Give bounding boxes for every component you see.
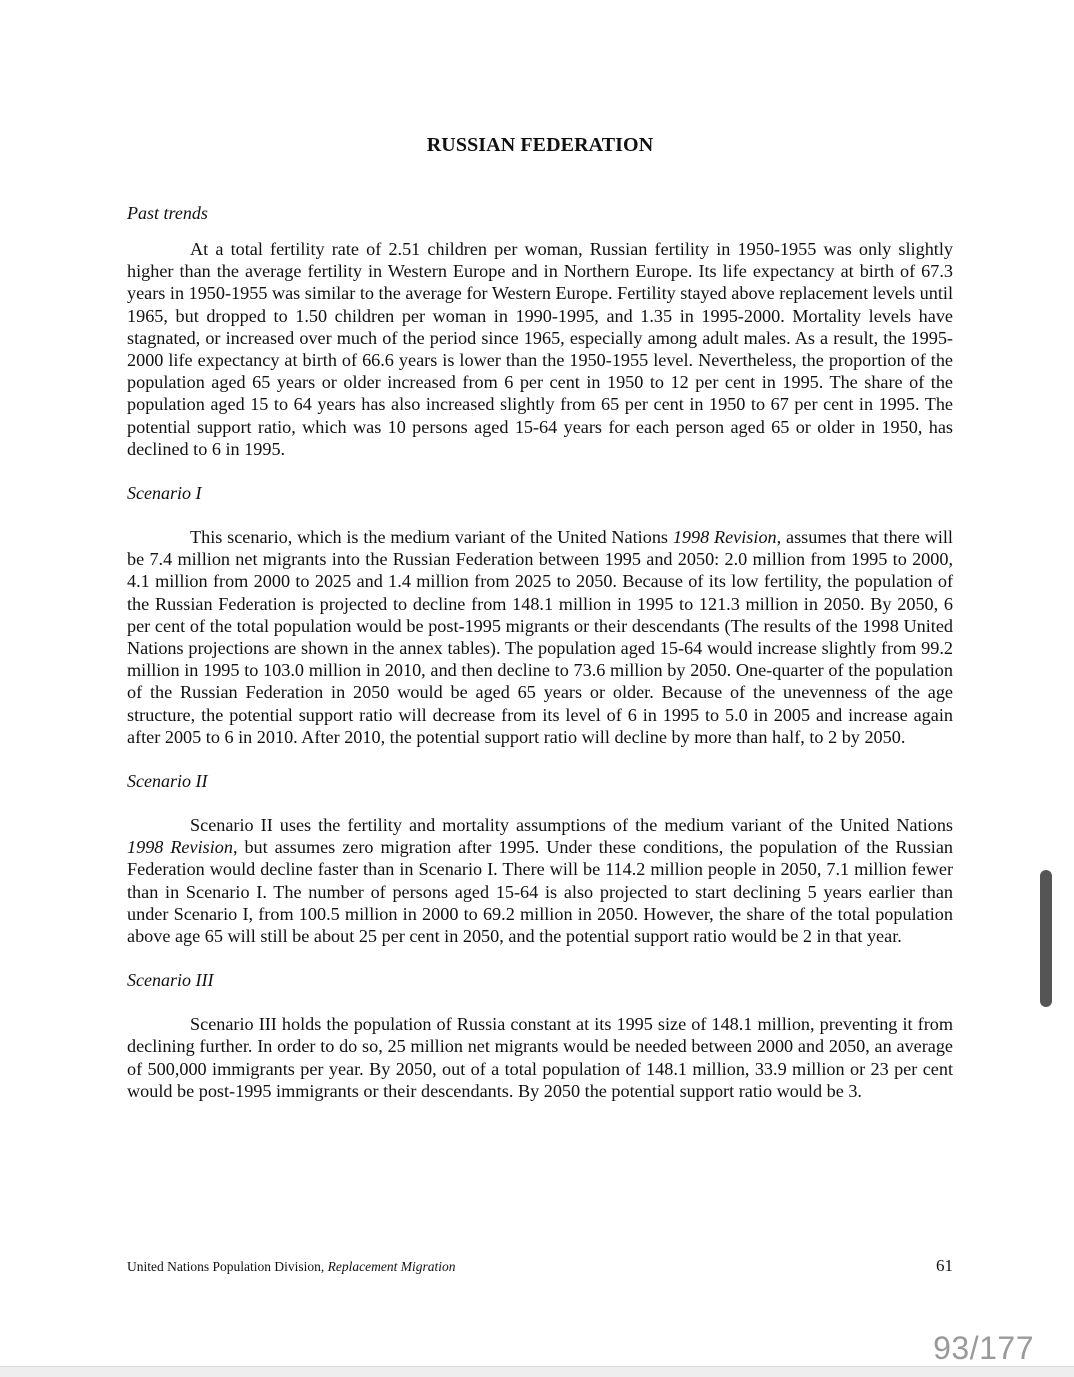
section-scenario-1 [127, 482, 953, 748]
section-scenario-2 [127, 770, 953, 947]
page-title: RUSSIAN FEDERATION [426, 134, 654, 156]
footer-source-title: Replacement Migration [327, 1259, 456, 1274]
page-footer [127, 1256, 953, 1276]
section-heading: Past trends [127, 203, 208, 223]
paragraph-text: , assumes that there will be 7.4 million net migrants into the Russian Federation between 1995 and 2050: 2.0 million from 1995 to 2000, 4.1 million from 2000 to 2025 and 1.4 million from 2025 to 2050. Because of its low fertility, the population of the Russian Federation is projected to decline from 148.1 million in 1995 to 121.3 million in 2050. By 2050, 6 per cent of the total population would be post-1995 migrants or their descendants (The results of the 1998 United Nations projections are shown in the annex tables). The population aged 15-64 would increase slightly from 99.2 million in 1995 to 103.0 million in 2010, and then decline to 73.6 million by 2050. One-quarter of the population of the Russian Federation in 2050 would be aged 65 years or older. Because of the unevenness of the age structure, the potential support ratio will decrease from its level of 6 in 1995 to 5.0 in 2005 and increase again after 2005 to 6 in 2010. After 2010, the potential support ratio will decline by more than half, to 2 by 2050. [127, 527, 953, 747]
paragraph-text: , but assumes zero migration after 1995. Under these conditions, the population of the Russian Federation would decline faster than in Scenario I. There will be 114.2 million people in 2050, 7.1 million fewer than in Scenario I. The number of persons aged 15-64 is also projected to start declining 5 years earlier than under Scenario I, from 100.5 million in 2000 to 69.2 million in 2050. However, the share of the total population above age 65 will still be about 25 per cent in 2050, and the potential support ratio would be 2 in that year. [127, 837, 953, 947]
paragraph [127, 526, 953, 748]
publication-title: 1998 Revision [127, 837, 233, 858]
paragraph: Scenario III holds the population of Russia constant at its 1995 size of 148.1 million, preventing it from declining further. In order to do so, 25 million net migrants would be needed between 2000 and 2050, an average of 500,000 immigrants per year. By 2050, out of a total population of 148.1 million, 33.9 million or 23 per cent would be post-1995 immigrants or their descendants. By 2050 the potential support ratio would be 3. [127, 1014, 953, 1101]
paragraph-text: This scenario, which is the medium variant of the United Nations [190, 527, 673, 548]
page-indicator: 93/177 [933, 1330, 1034, 1366]
page-number: 61 [936, 1256, 953, 1275]
section-heading: Scenario I [127, 483, 202, 504]
section-heading: Scenario II [127, 771, 208, 792]
document-body [127, 202, 953, 1102]
section-heading: Scenario III [127, 970, 214, 991]
footer-source-text: United Nations Population Division, [127, 1259, 328, 1274]
viewer-bottom-bar [0, 1366, 1074, 1377]
paragraph [127, 814, 953, 947]
footer-source [127, 1259, 455, 1275]
publication-title: 1998 Revision [672, 527, 777, 548]
section-past-trends [127, 202, 953, 460]
paragraph: At a total fertility rate of 2.51 children per woman, Russian fertility in 1950-1955 was only slightly higher than the average fertility in Western Europe and in Northern Europe. Its life expectancy at birth of 67.3 years in 1950-1955 was similar to the average for Western Europe. Fertility stayed above replacement levels until 1965, but dropped to 1.50 children per woman in 1990-1995, and 1.35 in 1995-2000. Mortality levels have stagnated, or increased over much of the period since 1965, especially among adult males. As a result, the 1995-2000 life expectancy at birth of 66.6 years is lower than the 1950-1955 level. Nevertheless, the proportion of the population aged 65 years or older increased from 6 per cent in 1950 to 12 per cent in 1995. The share of the population aged 15 to 64 years has also increased slightly from 65 per cent in 1950 to 67 per cent in 1995. The potential support ratio, which was 10 persons aged 15-64 years for each person aged 65 or older in 1950, has declined to 6 in 1995. [127, 239, 953, 459]
paragraph-text: Scenario II uses the fertility and mortality assumptions of the medium variant of the United Nations [190, 815, 953, 836]
scrollbar-thumb[interactable] [1040, 870, 1052, 1007]
section-scenario-3 [127, 969, 953, 1102]
